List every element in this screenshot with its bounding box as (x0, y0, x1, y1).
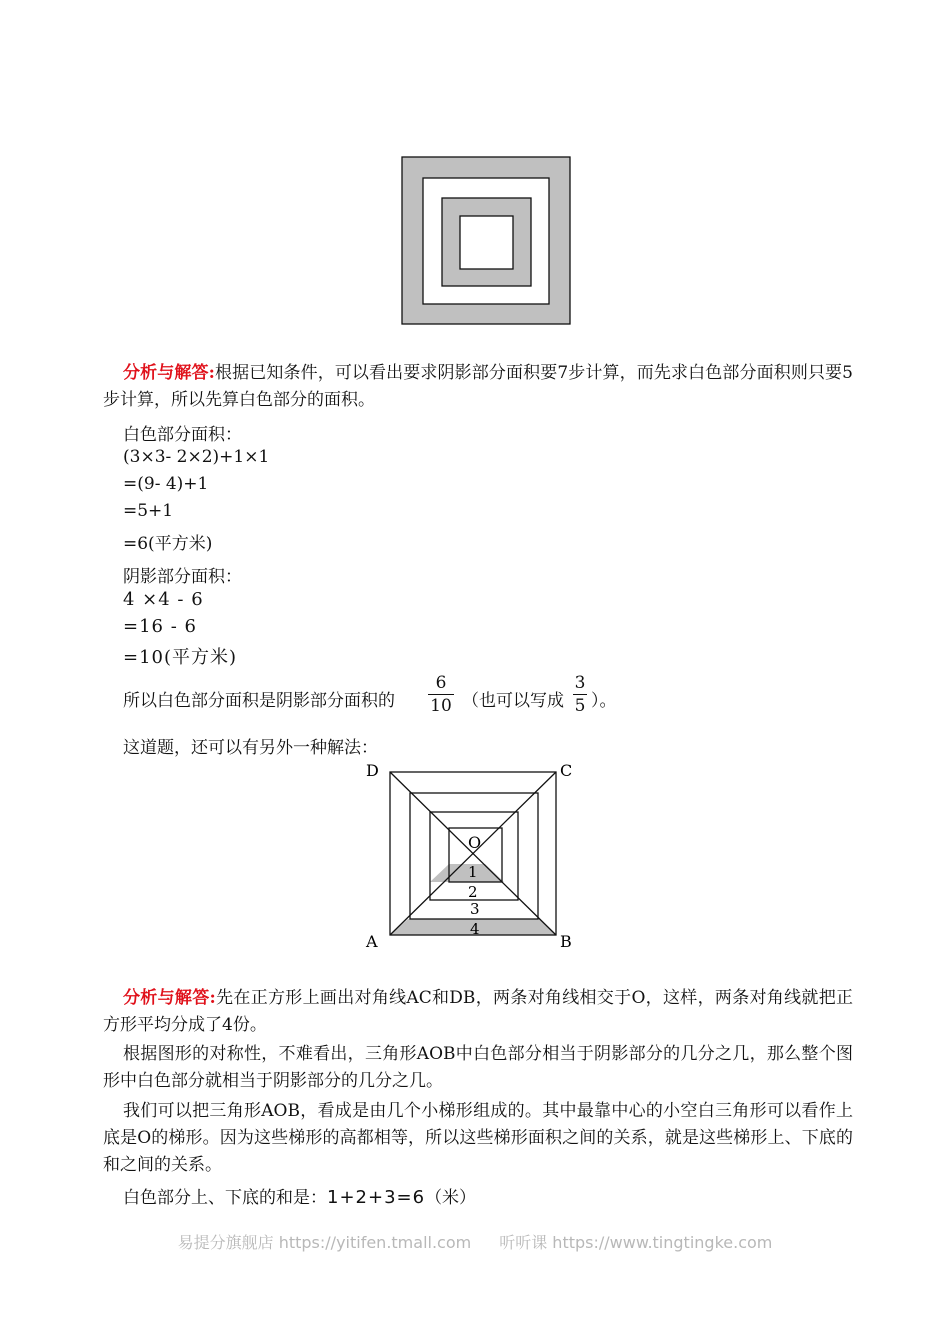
corner-label-c: C (560, 761, 573, 780)
analysis-paragraph-2 (103, 985, 853, 1039)
fraction-bar (428, 694, 454, 695)
conclusion-prefix: 所以白色部分面积是阴影部分面积的 (123, 691, 395, 711)
inner-white-square (460, 216, 513, 269)
trapezoid-label-2: 2 (468, 883, 478, 901)
white-step-2: =(9- 4)+1 (123, 474, 209, 494)
white-step-1: (3×3- 2×2)+1×1 (123, 447, 270, 467)
footer-watermark (0, 1230, 950, 1253)
diagonal-square-figure (360, 760, 580, 955)
symmetry-paragraph: 根据图形的对称性，不难看出，三角形AOB中白色部分相当于阴影部分的几分之几，那么整个图形中白色部分就相当于阴影部分的几分之几。 (103, 1044, 853, 1091)
white-step-3: =5+1 (123, 501, 174, 521)
shaded-step-3: =10(平方米) (123, 647, 238, 668)
fraction-numerator: 6 (435, 673, 447, 693)
fraction-3-5 (573, 673, 587, 716)
shaded-step-2: =16 - 6 (123, 616, 197, 637)
white-step-4: =6(平方米) (123, 534, 213, 554)
analysis-text: 根据已知条件，可以看出要求阴影部分面积要7步计算，而先求白色部分面积则只要5步计算，所以先算白色部分的面积。 (103, 363, 853, 410)
conclusion-suffix: ）。 (591, 691, 617, 711)
analysis-label: 分析与解答: (123, 363, 215, 383)
alt-method-text: 这道题，还可以有另外一种解法： (123, 738, 378, 758)
analysis-label: 分析与解答: (123, 988, 216, 1008)
fraction-bar (573, 694, 587, 695)
white-sum-line (123, 1183, 476, 1208)
analysis-text-2: 先在正方形上画出对角线AC和DB，两条对角线相交于O，这样，两条对角线就把正方形平均分成了4份。 (103, 988, 854, 1035)
fraction-6-10 (428, 673, 454, 716)
white-sum-prefix: 白色部分上、下底的和是： (123, 1188, 327, 1208)
corner-label-b: B (560, 932, 572, 951)
corner-label-d: D (366, 761, 379, 780)
trapezoid-label-1: 1 (468, 863, 478, 881)
corner-label-a: A (366, 932, 378, 951)
analysis-paragraph-1 (103, 360, 853, 414)
conclusion-mid: （也可以写成 (462, 691, 564, 711)
white-sum-unit: （米） (425, 1188, 477, 1208)
shaded-area-heading: 阴影部分面积： (123, 567, 242, 587)
footer-right-link[interactable]: 听听课 https://www.tingtingke.com (499, 1233, 773, 1252)
trapezoid-label-3: 3 (470, 900, 480, 918)
white-sum-formula: 1+2+3=6 (327, 1187, 426, 1208)
trapezoid-label-4: 4 (470, 920, 480, 938)
nested-squares-figure (400, 155, 574, 328)
trapezoid-paragraph: 我们可以把三角形AOB，看成是由几个小梯形组成的。其中最靠中心的小空白三角形可以看作上底是O的梯形。因为这些梯形的高都相等，所以这些梯形面积之间的关系，就是这些梯形上、下底的和之间的关系。 (103, 1101, 853, 1175)
center-label-o: O (468, 833, 482, 852)
white-area-heading: 白色部分面积： (123, 425, 242, 445)
fraction-denominator: 10 (430, 696, 452, 716)
fraction-denominator: 5 (574, 696, 586, 716)
fraction-numerator: 3 (574, 673, 586, 693)
footer-left-link[interactable]: 易提分旗舰店 https://yitifen.tmall.com (177, 1233, 472, 1252)
shaded-step-1: 4 ×4 - 6 (123, 589, 204, 610)
